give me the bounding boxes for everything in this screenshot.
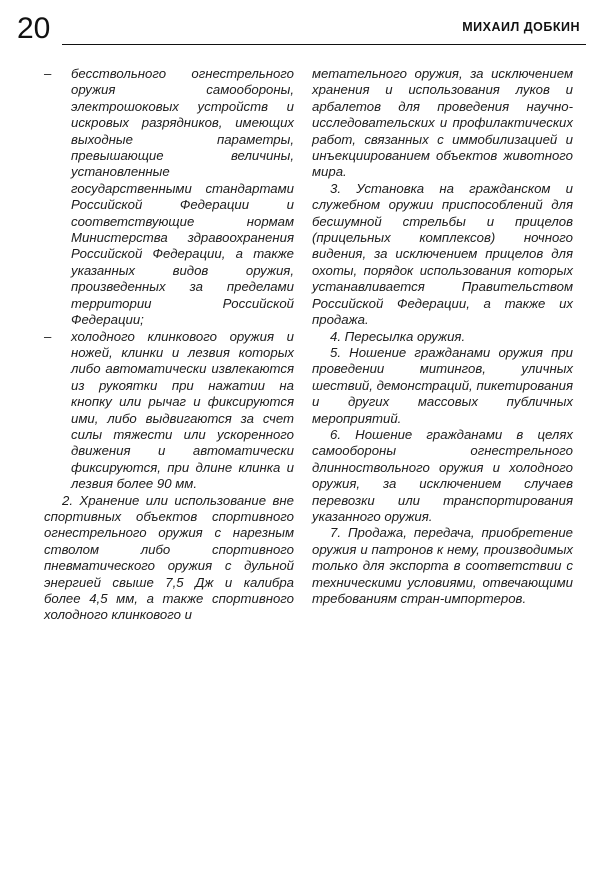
list-item [44,329,294,493]
bullet-dash: – [44,66,52,81]
paragraph-7: 7. Продажа, передача, приобретение оружия и патронов к нему, производимых только для экспорта в соответствии с техническими условиями, отвечающими требованиям стран-импортеров. [312,525,573,606]
left-column [44,66,294,624]
paragraph-continuation: метательного оружия, за исключением хранения и использования луков и арбалетов для проведения научно-исследовательских и профилактических работ, связанных с иммобилизацией и инъекциированием объектов животного мира. [312,66,573,180]
list-item-text: холодного клинкового оружия и ножей, клинки и лезвия которых либо автоматически извлекаются из рукоятки при нажатии на кнопку или рычаг и фиксируются ими, либо выдвигаются за счет силы тяжести или ускоренного движения и автоматически фиксируются, при длине клинка и лезвия более 90 мм. [71,328,294,492]
paragraph-2: 2. Хранение или использование вне спортивных объектов спортивного огнестрельного оружия с нарезным стволом либо спортивного пневматического оружия с дульной энергией свыше 7,5 Дж и калибра более 4,5 мм, а также спортивного холодного клинкового и [44,492,294,623]
right-column [312,66,573,607]
paragraph-6: 6. Ношение гражданами в целях самообороны огнестрельного длинноствольного оружия и холодного оружия, за исключением случаев перевозки или транспортирования указанного оружия. [312,426,573,524]
page-number: 20 [17,12,51,45]
running-head-author: МИХАИЛ ДОБКИН [462,20,580,34]
list-item [44,66,294,329]
list-item-text: бесствольного огнестрельного оружия самообороны, электрошоковых устройств и искровых разрядников, имеющих выходные параметры, превышающие величины, установленные государственными стандартами Российской Федерации и соответствующие нормам Министерства здравоохранения Российской Федерации, а также указанных видов оружия, произведенных за пределами территории Российской Федерации; [71,66,294,328]
bullet-dash: – [44,328,52,344]
paragraph-3: 3. Установка на гражданском и служебном оружии приспособлений для бесшумной стрельбы и прицелов (прицельных комплексов) ночного видения, за исключением прицелов для охоты, порядок использования которых устанавливается Правительством Российской Федерации, а также их продажа. [312,180,573,328]
paragraph-4: 4. Пересылка оружия. [330,328,466,344]
paragraph-5: 5. Ношение гражданами оружия при проведении митингов, уличных шествий, демонстраций, пикетирования и других массовых публичных мероприятий. [312,344,573,426]
header-rule [62,44,586,45]
